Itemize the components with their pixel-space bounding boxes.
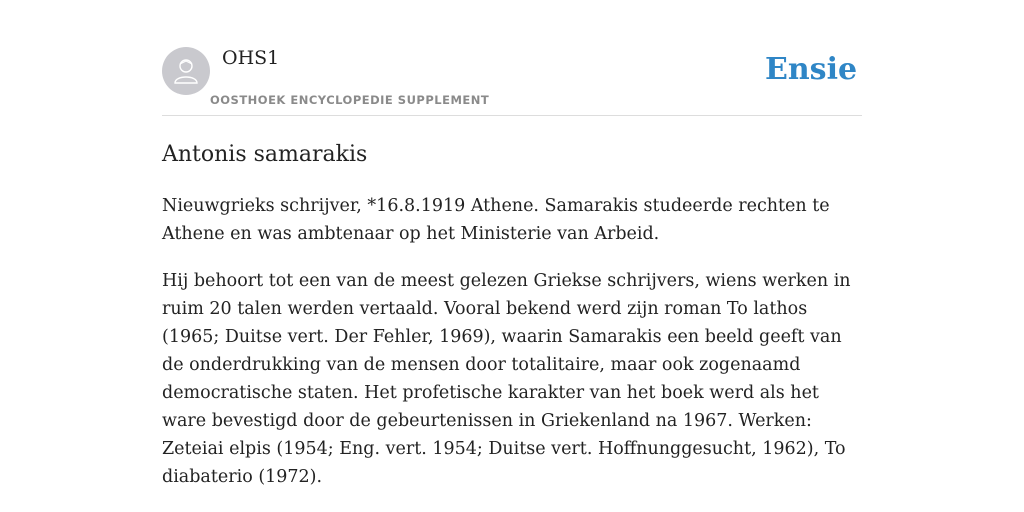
source-label[interactable]: OOSTHOEK ENCYCLOPEDIE SUPPLEMENT [210, 93, 490, 107]
user-avatar-icon [171, 56, 201, 86]
header-divider [162, 115, 862, 116]
ensie-logo[interactable]: Ensie [765, 52, 858, 87]
article-title: Antonis samarakis [162, 142, 368, 167]
avatar[interactable] [162, 47, 210, 95]
article-paragraph-2: Hij behoort tot een van de meest gelezen Griekse schrijvers, wiens werken in ruim 20 talen werden vertaald. Vooral bekend werd zijn roman To lathos (1965; Duitse vert. Der Fehler, 1969), waarin Samarakis een beeld geeft van de onderdrukking van de mensen door totalitaire, maar ook zogenaamd democratische staten. Het profetische karakter van het boek werd als het ware bevestigd door de gebeurtenissen in Griekenland na 1967. Werken: Zeteiai elpis (1954; Eng. vert. 1954; Duitse vert. Hoffnunggesucht, 1962), To diabaterio (1972). [162, 271, 851, 487]
author-name[interactable]: OHS1 [222, 47, 280, 69]
article-paragraph-1: Nieuwgrieks schrijver, *16.8.1919 Athene. Samarakis studeerde rechten te Athene en was ambtenaar op het Ministerie van Arbeid. [162, 196, 830, 244]
